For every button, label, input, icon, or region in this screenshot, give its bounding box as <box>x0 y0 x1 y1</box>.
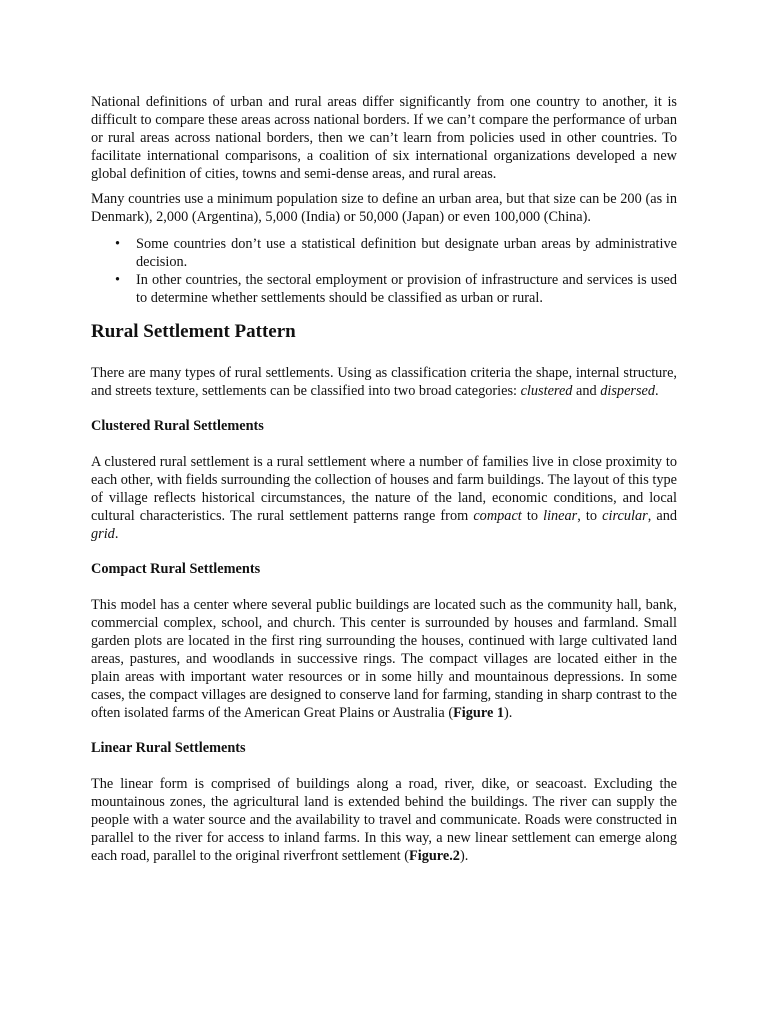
rural-text-and: and <box>572 383 601 399</box>
clustered-sep-2: , to <box>577 508 603 524</box>
subheading-linear: Linear Rural Settlements <box>91 740 246 756</box>
intro-paragraph-1: National definitions of urban and rural areas differ significantly from one country to another, it is difficult to compare these areas across national borders. If we can’t compare the performance of urban or rural areas across national borders, then we can’t learn from policies used in other countries. To facilitate international comparisons, a coalition of six international organizations developed a new global definition of cities, towns and semi-dense areas, and rural areas. <box>91 94 677 182</box>
list-item-text: In other countries, the sectoral employment or provision of infrastructure and services is used to determine whether settlements should be classified as urban or rural. <box>136 272 677 306</box>
figure-2-reference: Figure.2 <box>408 848 460 864</box>
intro-paragraph-2: Many countries use a minimum population size to define an urban area, but that size can be 200 (as in Denmark), 2,000 (Argentina), 5,000 (India) or 50,000 (Japan) or even 100,000 (China). <box>91 191 677 225</box>
compact-text-start: This model has a center where several public buildings are located such as the community hall, bank, commercial complex, school, and church. This center is surrounded by houses and farmland. Small garden plots are located in the first ring surrounding the houses, continued with large cultivated land areas, pastures, and woodlands in successive rings. The compact villages are located either in the plain areas with important water resources or in some hilly and mountainous depressions. In some cases, the compact villages are designed to conserve land for farming, standing in sharp contrast to the often isolated farms of the American Great Plains or Australia ( <box>91 597 677 721</box>
term-grid: grid <box>91 526 115 542</box>
term-clustered: clustered <box>520 383 573 399</box>
section-heading-rural-settlement-pattern: Rural Settlement Pattern <box>91 321 296 342</box>
bullet-icon: • <box>115 236 121 252</box>
linear-text-end: ). <box>459 848 469 864</box>
clustered-paragraph <box>91 453 677 543</box>
rural-text-end: . <box>655 383 659 399</box>
rural-text-start: There are many types of rural settlements. Using as classification criteria the shape, internal structure, and streets texture, settlements can be classified into two broad categories: <box>91 365 677 399</box>
linear-text-start: The linear form is comprised of buildings along a road, river, dike, or seacoast. Excluding the mountainous zones, the agricultural land is extended behind the buildings. The river can supply the people with a water source and the availability to travel and communicate. Roads were constructed in parallel to the river for access to inland farms. In this way, a new linear settlement can emerge along each road, parallel to the original riverfront settlement ( <box>91 776 677 864</box>
bullet-icon: • <box>115 272 121 288</box>
compact-text-end: ). <box>504 705 513 721</box>
subheading-clustered: Clustered Rural Settlements <box>91 418 264 434</box>
figure-1-reference: Figure 1 <box>453 705 505 721</box>
list-item-text: Some countries don’t use a statistical definition but designate urban areas by administrative decision. <box>136 236 677 270</box>
subheading-compact: Compact Rural Settlements <box>91 561 261 577</box>
term-compact: compact <box>473 508 522 524</box>
term-linear: linear <box>543 508 578 524</box>
compact-paragraph <box>91 596 677 722</box>
list-item <box>91 235 677 271</box>
clustered-sep-1: to <box>521 508 544 524</box>
linear-paragraph <box>91 775 677 865</box>
bullet-list <box>91 235 677 307</box>
list-item <box>91 271 677 307</box>
term-dispersed: dispersed <box>600 383 656 399</box>
clustered-sep-3: , and <box>647 508 678 524</box>
clustered-text-start: A clustered rural settlement is a rural settlement where a number of families live in close proximity to each other, with fields surrounding the collection of houses and farm buildings. The layout of this type of village reflects historical circumstances, the nature of the land, economic conditions, and local cultural characteristics. The rural settlement patterns range from <box>91 454 678 524</box>
term-circular: circular <box>602 508 648 524</box>
clustered-text-end: . <box>114 526 119 542</box>
rural-intro-paragraph <box>91 364 677 400</box>
